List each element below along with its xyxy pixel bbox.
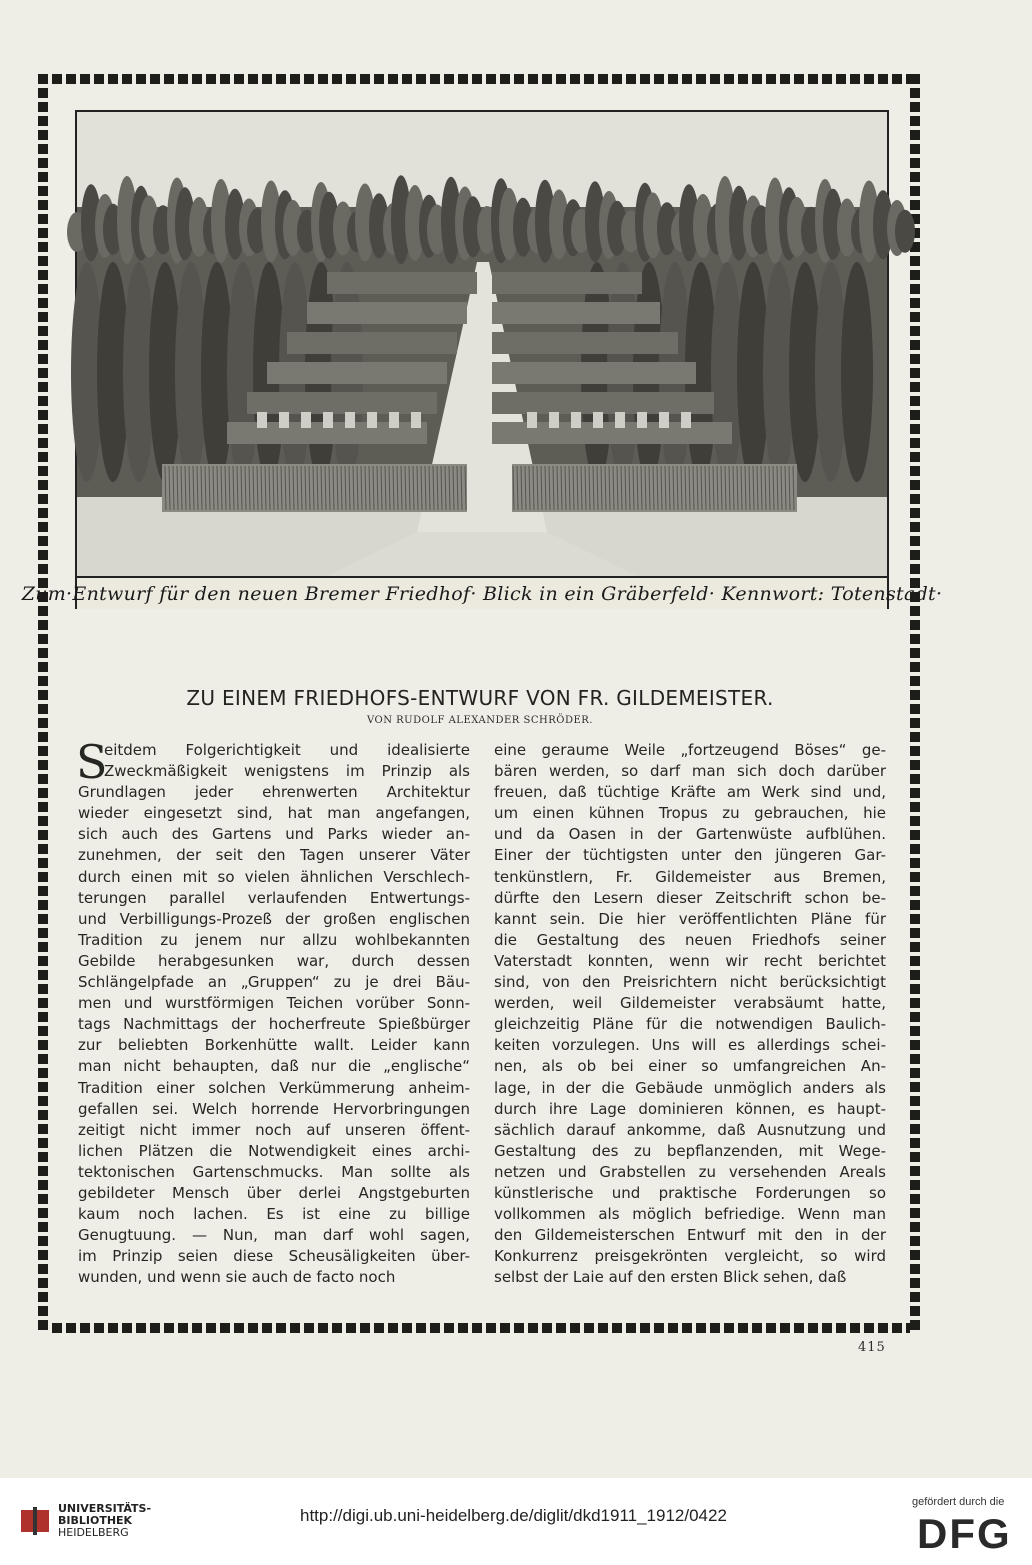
cemetery-drawing (77, 112, 887, 576)
text-line: tenkünstlern, Fr. Gildemeister aus Bremen, (494, 867, 886, 886)
decorative-border-bottom (38, 1323, 920, 1333)
decorative-border-top (38, 74, 920, 84)
cemetery-illustration (21, 110, 943, 609)
text-line: eine geraume Weile „fortzeugend Böses“ ge- (494, 741, 886, 759)
drop-cap: S (76, 735, 108, 789)
text-line: durch ihre Lage dominieren können, es haupt- (494, 1099, 886, 1118)
text-line: Zweckmäßigkeit wenigstens im Prinzip als (104, 762, 470, 781)
text-line: freuen, daß tüchtige Kräfte am Werk sind und, (494, 783, 886, 802)
text-column-left (76, 735, 470, 1288)
dfg-logo: DFG (917, 1510, 1012, 1557)
text-line: gefallen sei. Welch horrende Hervorbringungen (78, 1099, 470, 1118)
text-line: terungen parallel verlaufenden Entwertungs- (78, 888, 470, 907)
text-line: men und wurstförmigen Teichen vorüber Sonn- (78, 994, 470, 1013)
text-line: zunehmen, der seit den Tagen unserer Väter (78, 846, 470, 865)
text-line: tags Nachmittags der hocherfreute Spießbürger (78, 1015, 470, 1034)
text-line: Grundlagen jeder ehrenwerten Architektur (78, 783, 470, 802)
text-line: lichen Plätzen die Notwendigkeit eines archi- (78, 1141, 470, 1160)
page-number: 415 (858, 1340, 886, 1355)
text-line: und da Oasen in der Gartenwüste aufblühen. (494, 825, 886, 844)
text-line: werden, weil Gildemeister verabsäumt hatte, (494, 994, 886, 1013)
text-line: eitdem Folgerichtigkeit und idealisierte (104, 741, 470, 759)
text-line: kannt sein. Die hier veröffentlichten Pläne für (494, 909, 886, 928)
library-name-line3: HEIDELBERG (58, 1526, 129, 1539)
text-line: zur beliebten Borkenhütte wallt. Leider kann (78, 1036, 470, 1055)
text-line: zeitigt nicht immer noch auf unseren öffent- (78, 1120, 470, 1139)
text-line: keiten vorzulegen. Uns will es allerdings schei- (494, 1036, 886, 1055)
text-line: durch einen mit so vielen ähnlichen Verschlech- (78, 867, 470, 886)
text-line: bären werden, so darf man sich doch darüber (494, 762, 886, 781)
text-line: Konkurrenz preisgekrönten vergleicht, so wird (494, 1247, 886, 1266)
text-line: dürfte den Lesern dieser Zeitschrift schon be- (494, 888, 886, 907)
text-line: Einer der tüchtigsten unter den jüngeren Gar- (494, 846, 886, 865)
illustration-caption-band (21, 576, 943, 609)
decorative-border-left (38, 74, 48, 1333)
text-line: vollkommen als möglich befriedige. Wenn man (494, 1205, 886, 1224)
article-byline: VON RUDOLF ALEXANDER SCHRÖDER. (366, 715, 593, 726)
text-line: und Verbilligungs-Prozeß der großen englischen (78, 909, 470, 928)
text-line: wieder eingesetzt sind, hat man angefangen, (78, 804, 470, 823)
library-name-line1: UNIVERSITÄTS- (58, 1502, 152, 1515)
text-line: gleichzeitig Pläne für die notwendigen Baulich- (494, 1015, 886, 1034)
text-line: sich auch des Gartens und Parks wieder an- (78, 825, 470, 844)
text-line: Gestaltung des zu bepflanzenden, mit Wege- (494, 1141, 886, 1160)
text-line: die Gestaltung des neuen Friedhofs seiner (494, 930, 886, 949)
text-line: im Prinzip seien diese Scheusäligkeiten über- (78, 1247, 470, 1266)
text-line: Gebilde herabgesunken war, durch dessen (78, 951, 470, 970)
text-line: Schlängelpfade an „Gruppen“ zu je drei Bäu- (78, 973, 470, 992)
text-line: lage, in der die Gebäude unmöglich anders als (494, 1078, 886, 1097)
text-line: nen, als ob bei einer so umfangreichen An- (494, 1057, 886, 1076)
permalink-url[interactable]: http://digi.ub.uni-heidelberg.de/diglit/dkd1911_1912/0422 (300, 1506, 727, 1525)
text-line: tektonischen Gartenschmucks. Man sollte als (78, 1162, 470, 1181)
text-line: netzen und Grabstellen zu versehenden Areals (494, 1162, 886, 1181)
library-logo-icon (18, 1504, 52, 1538)
text-column-right (494, 740, 886, 1288)
text-line: sind, von den Preisrichtern nicht berücksichtigt (494, 973, 886, 992)
library-name-line2: BIBLIOTHEK (58, 1514, 133, 1527)
text-line: Genugtuung. — Nun, man darf wohl sagen, (78, 1226, 470, 1245)
illustration-caption: Zum·Entwurf für den neuen Bremer Friedhof· Blick in ein Gräberfeld· Kennwort: Totenstadt· (21, 582, 943, 605)
text-line: Vaterstadt konnten, wenn wir recht berichtet (494, 951, 886, 970)
text-line: den Gildemeisterschen Entwurf mit den in der (494, 1226, 886, 1245)
text-line: wunden, und wenn sie auch de facto noch (78, 1268, 396, 1287)
text-line: sächlich darauf ankomme, daß Ausnutzung und (494, 1120, 886, 1139)
decorative-border-right (910, 74, 920, 1333)
text-line: künstlerische und praktische Forderungen so (494, 1183, 886, 1202)
text-line: man nicht behaupten, daß nur die „englische“ (78, 1057, 470, 1076)
article-title: ZU EINEM FRIEDHOFS-ENTWURF VON FR. GILDEMEISTER. (186, 686, 774, 710)
text-line: Tradition einer solchen Verkümmerung anheim- (78, 1078, 470, 1097)
text-line: kaum noch lachen. Es ist eine zu billige (78, 1205, 470, 1224)
text-line: selbst der Laie auf den ersten Blick sehen, daß (494, 1268, 847, 1287)
text-line: gebildeter Mensch über derlei Angstgeburten (78, 1183, 470, 1202)
text-line: um einen kühnen Tropus zu gebrauchen, hie (494, 804, 886, 823)
viewer-footer (0, 1478, 1032, 1565)
funded-by-label: gefördert durch die (912, 1496, 1005, 1508)
text-line: Tradition zu jenem nur allzu wohlbekannten (78, 930, 470, 949)
library-name (58, 1503, 151, 1539)
